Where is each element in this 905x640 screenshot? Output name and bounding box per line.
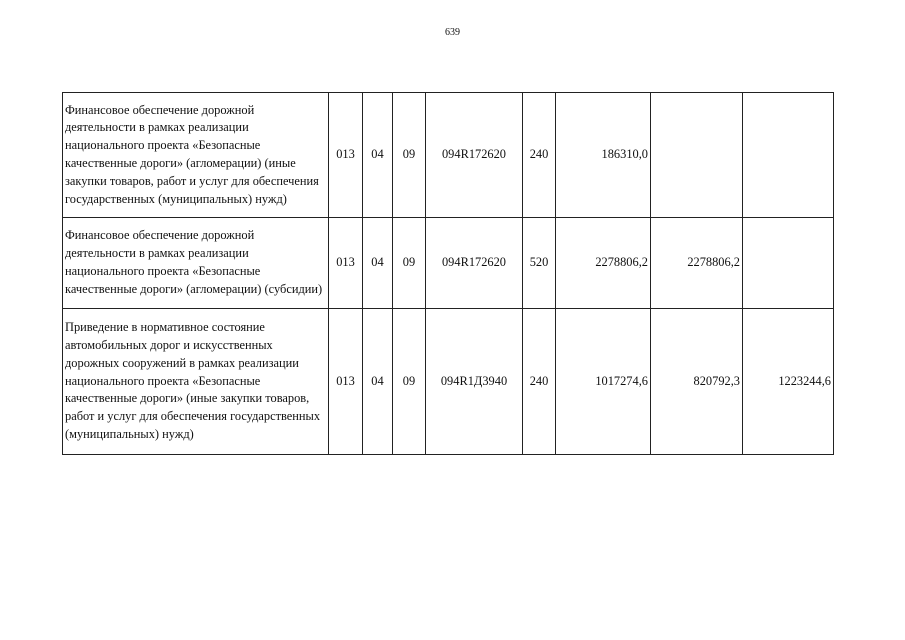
subsection-code: 09 [393, 93, 426, 218]
table-row [63, 93, 834, 218]
amount-year-3: 1223244,6 [743, 309, 834, 455]
ministry-code: 013 [329, 218, 363, 309]
table-row [63, 218, 834, 309]
target-article-code: 094R1Д3940 [426, 309, 523, 455]
table-row [63, 309, 834, 455]
section-code: 04 [363, 309, 393, 455]
page-number: 639 [445, 27, 460, 38]
amount-year-3 [743, 218, 834, 309]
amount-year-2: 820792,3 [651, 309, 743, 455]
expense-type-code: 240 [523, 93, 556, 218]
target-article-code: 094R172620 [426, 218, 523, 309]
section-code: 04 [363, 218, 393, 309]
amount-year-2 [651, 93, 743, 218]
amount-year-2: 2278806,2 [651, 218, 743, 309]
row-description: Финансовое обеспечение дорожной деятельности в рамках реализации национального проекта «Безопасные качественные дороги» (агломерации) (иные закупки товаров, работ и услуг для обеспечения государственных (муниципальных) нужд) [63, 93, 329, 218]
budget-table [62, 92, 834, 455]
expense-type-code: 240 [523, 309, 556, 455]
expense-type-code: 520 [523, 218, 556, 309]
subsection-code: 09 [393, 309, 426, 455]
amount-year-1: 186310,0 [556, 93, 651, 218]
ministry-code: 013 [329, 93, 363, 218]
target-article-code: 094R172620 [426, 93, 523, 218]
amount-year-1: 1017274,6 [556, 309, 651, 455]
subsection-code: 09 [393, 218, 426, 309]
section-code: 04 [363, 93, 393, 218]
row-description: Финансовое обеспечение дорожной деятельности в рамках реализации национального проекта «Безопасные качественные дороги» (агломерации) (субсидии) [63, 218, 329, 309]
amount-year-1: 2278806,2 [556, 218, 651, 309]
amount-year-3 [743, 93, 834, 218]
ministry-code: 013 [329, 309, 363, 455]
row-description: Приведение в нормативное состояние автомобильных дорог и искусственных дорожных сооружений в рамках реализации национального проекта «Безопасные качественные дороги» (иные закупки товаров, работ и услуг для обеспечения государственных (муниципальных) нужд) [63, 309, 329, 455]
